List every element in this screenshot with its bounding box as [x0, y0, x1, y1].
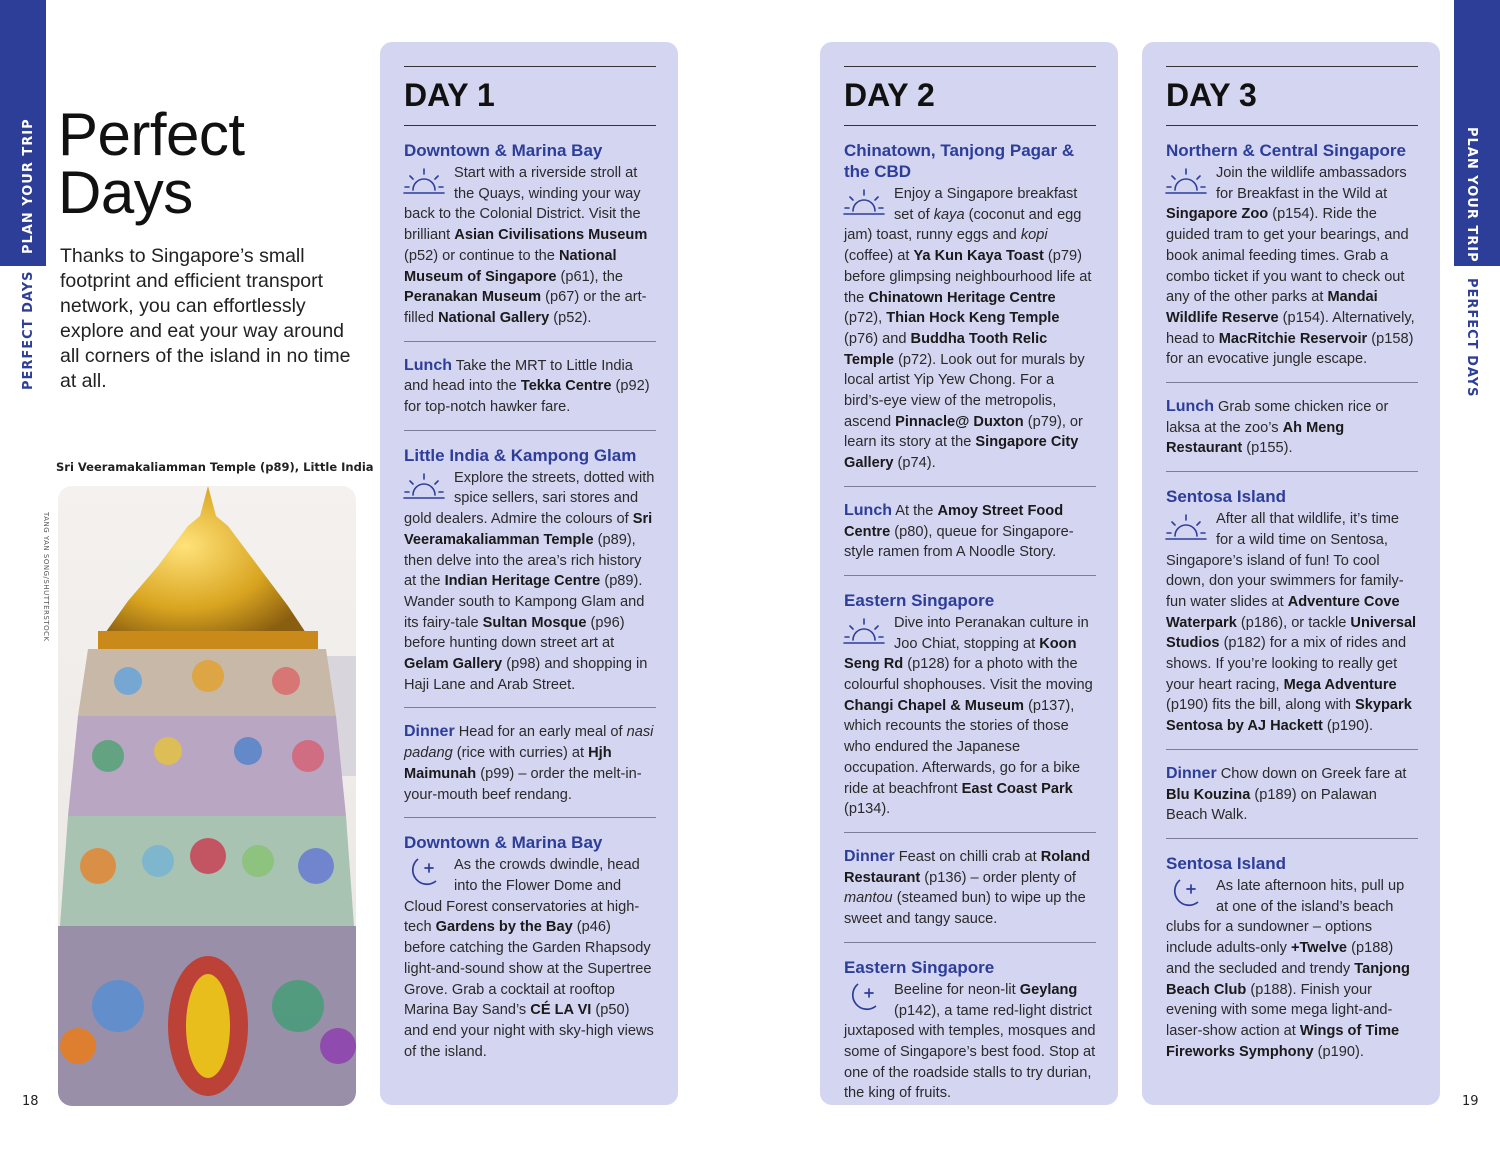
place-name: Singapore Zoo [1166, 206, 1269, 223]
place-name: Mandai Wildlife Reserve [1166, 289, 1378, 326]
text-run: (p52) or continue to the [404, 247, 559, 264]
text-run: kaya [933, 206, 965, 223]
moon-icon [402, 855, 446, 891]
place-name: Sultan Mosque [482, 614, 587, 631]
meal-label: Dinner [1166, 764, 1217, 782]
itinerary-section [844, 590, 1096, 833]
text-run: kopi [1020, 227, 1048, 244]
day-title: DAY 2 [844, 67, 1096, 126]
section-body [844, 980, 1096, 1104]
text-run: Grab some chicken rice or laksa at the zoo’s [1166, 399, 1389, 436]
itinerary-section [844, 847, 1096, 943]
moon-icon [1164, 876, 1208, 912]
itinerary-section [1166, 486, 1418, 750]
text-run: (p136) – order plenty of [920, 869, 1076, 886]
text-run: Feast on chilli crab at [894, 848, 1041, 865]
itinerary-section [404, 832, 656, 1074]
text-run: Explore the streets, dotted with spice sellers, sari stores and gold dealers. Admire the colours of [404, 469, 655, 528]
place-name: Gelam Gallery [404, 656, 503, 673]
section-body [404, 855, 656, 1062]
text-run: (p96) before hunting down street art at [404, 614, 625, 652]
place-name: Thian Hock Keng Temple [886, 310, 1060, 327]
place-name: CÉ LA VI [530, 1002, 592, 1019]
text-run: (p46) before catching the Garden Rhapsody light-and-sound show at the Supertree Grove. Grab a cocktail at rooftop Marina Bay Sand’s [404, 919, 652, 1019]
text-run: Join the wildlife ambassadors for Breakfast in the Wild at [1216, 165, 1407, 202]
section-tab-label-right: PLAN YOUR TRIP [1464, 127, 1479, 263]
chapter-label-right: PERFECT DAYS [1464, 278, 1479, 398]
place-name: Mega Adventure [1283, 676, 1397, 693]
place-name: Amoy Street Food Centre [844, 502, 1064, 540]
place-name: Pinnacle@ Duxton [895, 413, 1024, 430]
section-heading: Eastern Singapore [844, 957, 995, 977]
text-run: (p92) for top-notch hawker fare. [404, 378, 650, 416]
sun-icon [1164, 509, 1208, 545]
text-run: After all that wildlife, it’s time for a wild time on Sentosa, Singapore’s island of fun! To cool down, don your swimmers for family-fun water slides at [1166, 511, 1404, 610]
section-heading: Northern & Central Singapore [1166, 141, 1406, 160]
text-run: (p76) and [844, 330, 911, 347]
section-tab-label-left: PLAN YOUR TRIP [21, 118, 36, 254]
text-run: (p142), a tame red-light district juxtaposed with temples, mosques and some of Singapore’s best food. Stop at one of the roadside stalls to try durian, the king of fruits. [844, 1002, 1096, 1102]
text-run: (p99) – order the melt-in-your-mouth beef rendang. [404, 765, 642, 803]
place-name: Asian Civilisations Museum [454, 227, 648, 244]
itinerary-section [1166, 764, 1418, 839]
place-name: Buddha Tooth Relic Temple [844, 330, 1048, 368]
text-run: (p154). Alternatively, head to [1166, 309, 1415, 347]
text-run: (p137), which recounts the stories of those who endured the Japanese occupation. Afterwards, go for a bike ride at beachfront [844, 697, 1081, 797]
itinerary-section [844, 501, 1096, 576]
text-run: (p72). Look out for murals by local artist Yip Yew Chong. For a bird’s-eye view of the metropolis, ascend [844, 351, 1085, 430]
text-run: mantou [844, 890, 893, 907]
text-run: (p67) or the art-filled [404, 289, 647, 326]
sun-icon [402, 163, 446, 199]
itinerary-section [1166, 397, 1418, 472]
text-run: Dive into Peranakan culture in Joo Chiat, stopping at [894, 614, 1089, 652]
text-run: (p79), or learn its story at the [844, 413, 1083, 451]
place-name: Singapore City Gallery [844, 434, 1079, 472]
text-run: (p182) for a mix of rides and shows. If you’re looking to really get your heart racing, [1166, 635, 1407, 693]
photo-credit: TANG YAN SONG/SHUTTERSTOCK [42, 512, 50, 642]
text-run: (p190). [1313, 1043, 1364, 1060]
text-run: Head for an early meal of [454, 724, 627, 741]
itinerary-section [404, 722, 656, 818]
chapter-label-left: PERFECT DAYS [21, 270, 36, 390]
section-heading: Downtown & Marina Bay [404, 141, 603, 160]
sun-icon [402, 468, 446, 504]
text-run: (p188) and the secluded and trendy [1166, 940, 1394, 977]
text-run: Enjoy a Singapore breakfast set of [894, 186, 1078, 223]
sun-icon [842, 184, 886, 220]
section-body [844, 184, 1096, 474]
section-body [844, 847, 1096, 930]
page-number-right: 19 [1462, 1094, 1479, 1109]
day-title: DAY 1 [404, 67, 656, 126]
section-body [1166, 163, 1418, 370]
text-run: As late afternoon hits, pull up at one of the island’s beach clubs for a sundowner – options include adults-only [1166, 877, 1405, 957]
page-title-line-2: Days [58, 159, 193, 226]
meal-label: Lunch [404, 356, 452, 374]
page-title [58, 101, 245, 226]
page-title-line-1: Perfect [58, 101, 245, 168]
place-name: Chinatown Heritage Centre [868, 289, 1056, 306]
place-name: MacRitchie Reservoir [1218, 330, 1368, 347]
day-card-2 [820, 42, 1118, 1105]
place-name: National Museum of Singapore [404, 247, 617, 285]
day-card-1 [380, 42, 678, 1105]
place-name: Tanjong Beach Club [1166, 960, 1410, 998]
text-run: (steamed bun) to wipe up the sweet and tangy sauce. [844, 890, 1086, 928]
itinerary-section [404, 356, 656, 431]
section-body [1166, 509, 1418, 737]
photo-caption: Sri Veeramakaliamman Temple (p89), Little India [56, 460, 374, 474]
text-run: (coconut and egg jam) toast, runny eggs and [844, 206, 1082, 244]
text-run: (p98) and shopping in Haji Lane and Arab Street. [404, 656, 648, 693]
text-run: (p190). [1322, 718, 1374, 735]
place-name: Gardens by the Bay [435, 919, 573, 936]
place-name: Hjh Maimunah [404, 745, 612, 782]
page-number-left: 18 [22, 1094, 39, 1109]
place-name: Sri Veeramakaliamman Temple [404, 511, 653, 548]
section-body [1166, 397, 1418, 459]
text-run: Start with a riverside stroll at the Quays, winding your way back to the Colonial District. Visit the brilliant [404, 165, 641, 244]
text-run: nasi padang [404, 724, 654, 762]
itinerary-section [404, 445, 656, 709]
place-name: Peranakan Museum [404, 289, 542, 306]
section-heading: Downtown & Marina Bay [404, 833, 603, 853]
place-name: Roland Restaurant [844, 848, 1091, 886]
itinerary-section [844, 957, 1096, 1116]
place-name: East Coast Park [961, 780, 1073, 797]
section-body [1166, 876, 1418, 1062]
temple-photo [58, 486, 356, 1106]
text-run: (p74). [893, 455, 936, 472]
text-run: Beeline for neon-lit [894, 981, 1020, 998]
section-heading: Sentosa Island [1166, 853, 1286, 873]
place-name: Adventure Cove Waterpark [1166, 593, 1400, 631]
place-name: +Twelve [1290, 940, 1348, 957]
section-heading: Chinatown, Tanjong Pagar & the CBD [844, 141, 1075, 181]
section-body [404, 722, 656, 805]
itinerary-section [1166, 853, 1418, 1074]
section-heading: Sentosa Island [1166, 487, 1286, 507]
text-run: (p61), the [556, 268, 623, 285]
place-name: National Gallery [438, 309, 550, 326]
itinerary-section [404, 140, 656, 342]
place-name: Universal Studios [1166, 614, 1417, 652]
section-body [844, 613, 1096, 820]
text-run: (p188). Finish your evening with some mega light-and-laser-show action at [1166, 981, 1393, 1039]
text-run: (p89). Wander south to Kampong Glam and its fairy-tale [404, 573, 645, 631]
text-run: (p134). [844, 801, 891, 818]
text-run: (p158) for an evocative jungle escape. [1166, 330, 1414, 368]
text-run: Take the MRT to Little India and head into the [404, 357, 633, 395]
text-run: (p154). Ride the guided tram to get your bearings, and book animal feeding times. Grab a combo ticket if you want to check out any of the other parks at [1166, 206, 1409, 306]
itinerary-section [1166, 140, 1418, 383]
place-name: Indian Heritage Centre [444, 573, 601, 590]
section-body [404, 163, 656, 329]
text-run: (p89), then delve into the area’s rich history at the [404, 531, 642, 590]
text-run: As the crowds dwindle, head into the Flower Dome and Cloud Forest conservatories at high-tech [404, 857, 640, 936]
section-body [1166, 764, 1418, 826]
text-run: (p186), or tackle [1236, 614, 1351, 631]
text-run: (p128) for a photo with the colourful shophouses. Visit the moving [844, 656, 1093, 694]
text-run: (p155). [1242, 440, 1293, 457]
meal-label: Lunch [844, 501, 892, 519]
text-run: (p190) fits the bill, along with [1166, 697, 1356, 714]
text-run: Chow down on Greek fare at [1216, 765, 1407, 782]
place-name: Ya Kun Kaya Toast [913, 248, 1044, 265]
meal-label: Lunch [1166, 398, 1214, 416]
section-heading: Little India & Kampong Glam [404, 445, 637, 465]
meal-label: Dinner [844, 847, 895, 865]
place-name: Wings of Time Fireworks Symphony [1166, 1022, 1400, 1060]
moon-icon [842, 980, 886, 1016]
day-title: DAY 3 [1166, 67, 1418, 126]
text-run: (p72), [844, 310, 887, 327]
text-run: (rice with curries) at [452, 745, 589, 762]
text-run: (p189) on Palawan Beach Walk. [1166, 786, 1377, 824]
section-body [404, 356, 656, 418]
place-name: Blu Kouzina [1166, 786, 1251, 803]
place-name: Geylang [1019, 981, 1078, 998]
place-name: Tekka Centre [520, 378, 612, 395]
text-run: (p52). [549, 309, 592, 326]
sun-icon [1164, 163, 1208, 199]
itinerary-section [844, 140, 1096, 487]
text-run: (p50) and end your night with sky-high views of the island. [404, 1002, 654, 1060]
place-name: Changi Chapel & Museum [844, 697, 1025, 714]
place-name: Ah Meng Restaurant [1166, 419, 1345, 457]
text-run: At the [892, 502, 938, 519]
section-body [844, 501, 1096, 563]
text-run: (p79) before glimpsing neighbourhood life at the [844, 248, 1092, 306]
meal-label: Dinner [404, 723, 455, 741]
day-card-3 [1142, 42, 1440, 1105]
text-run: (p80), queue for Singapore-style ramen from A Noodle Story. [844, 523, 1074, 561]
intro-text: Thanks to Singapore’s small footprint and efficient transport network, you can effortlessly explore and eat your way around all corners of the island in no time at all. [60, 245, 351, 392]
sun-icon [842, 613, 886, 649]
place-name: Koon Seng Rd [844, 635, 1077, 673]
section-heading: Eastern Singapore [844, 590, 995, 610]
section-body [404, 468, 656, 696]
text-run: (coffee) at [844, 248, 914, 265]
place-name: Skypark Sentosa by AJ Hackett [1166, 697, 1412, 735]
